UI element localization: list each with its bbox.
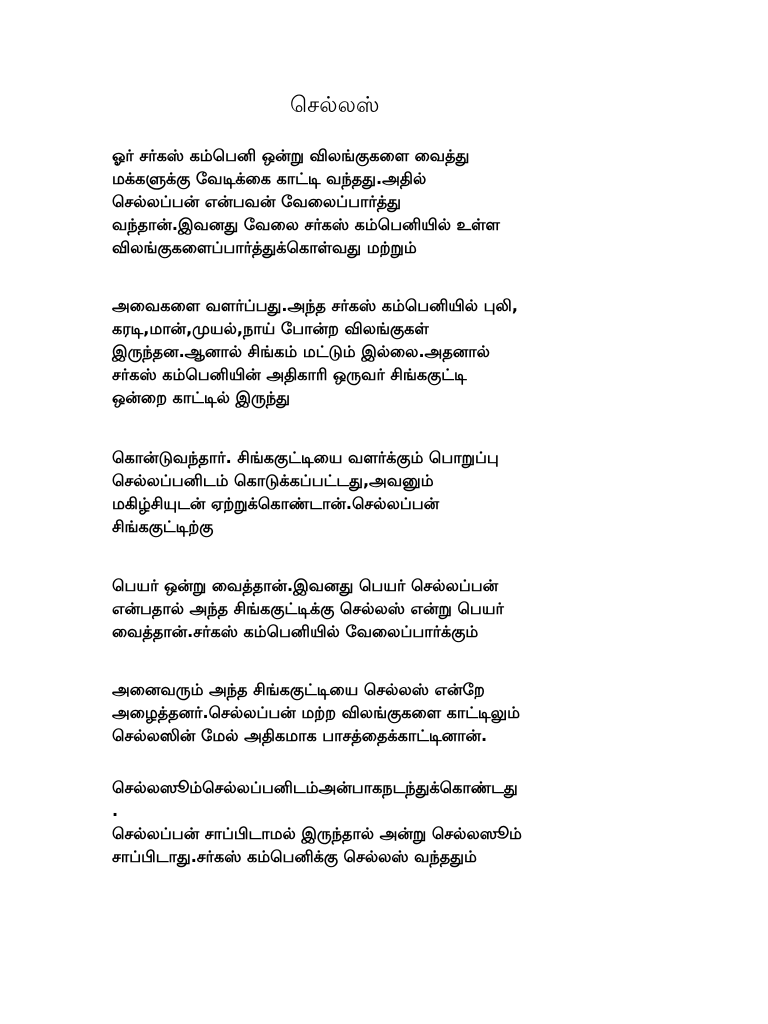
text-line: கரடி,மான்,முயல்,நாய் போன்ற விலங்குகள் [112, 319, 429, 338]
text-line: செல்லஸின் மேல் அதிகமாக பாசத்தைக்காட்டினான். [112, 726, 488, 745]
paragraph-2 [112, 294, 672, 409]
text-line: வந்தான்.இவனது வேலை சர்கஸ் கம்பெனியில் உள்ள [112, 215, 500, 234]
document-title: செல்லஸ் [290, 93, 380, 118]
text-line: அழைத்தனர்.செல்லப்பன் மற்ற விலங்குகளை காட்டிலும் [112, 703, 521, 722]
text-line: செல்லஸூம்செல்லப்பனிடம்அன்பாகநடந்துக்கொண்டது [112, 778, 518, 797]
text-line: மக்களுக்கு வேடிக்கை காட்டி வந்தது.அதில் [112, 169, 427, 188]
text-line: ஓர் சர்கஸ் கம்பெனி ஒன்று விலங்குகளை வைத்து [112, 146, 470, 165]
text-line: ஒன்றை காட்டில் இருந்து [112, 388, 290, 407]
text-line: இருந்தன.ஆனால் சிங்கம் மட்டும் இல்லை.அதனால் [112, 342, 490, 361]
text-line: செல்லப்பனிடம் கொடுக்கப்பட்டது,அவனும் [112, 471, 434, 490]
text-line: என்பதால் அந்த சிங்ககுட்டிக்கு செல்லஸ் என்று பெயர் [112, 599, 504, 618]
paragraph-6 [112, 776, 672, 868]
text-line: பெயர் ஒன்று வைத்தான்.இவனது பெயர் செல்லப்பன் [112, 576, 499, 595]
paragraph-1 [112, 144, 672, 259]
text-line: விலங்குகளைப்பார்த்துக்கொள்வது மற்றும் [112, 238, 417, 257]
paragraph-3 [112, 446, 672, 538]
text-line: அவைகளை வளர்ப்பது.அந்த சர்கஸ் கம்பெனியில் புலி, [112, 296, 518, 315]
text-line: செல்லப்பன் சாப்பிடாமல் இருந்தால் அன்று செல்லஸூம் [112, 824, 522, 843]
paragraph-5 [112, 678, 672, 747]
text-line: மகிழ்சியுடன் ஏற்றுக்கொண்டான்.செல்லப்பன் [112, 494, 440, 513]
text-line: சிங்ககுட்டிற்கு [112, 517, 214, 536]
text-line: . [112, 801, 119, 820]
paragraph-4 [112, 574, 672, 643]
text-line: அனைவரும் அந்த சிங்ககுட்டியை செல்லஸ் என்றே [112, 680, 485, 699]
text-line: சர்கஸ் கம்பெனியின் அதிகாரி ஒருவர் சிங்ககுட்டி [112, 365, 467, 384]
text-line: சாப்பிடாது.சர்கஸ் கம்பெனிக்கு செல்லஸ் வந்ததும் [112, 847, 477, 866]
text-line: செல்லப்பன் என்பவன் வேலைப்பார்த்து [112, 192, 401, 211]
text-line: வைத்தான்.சர்கஸ் கம்பெனியில் வேலைப்பார்க்கும் [112, 622, 479, 641]
text-line: கொன்டுவந்தார். சிங்ககுட்டியை வளர்க்கும் பொறுப்பு [112, 448, 499, 467]
